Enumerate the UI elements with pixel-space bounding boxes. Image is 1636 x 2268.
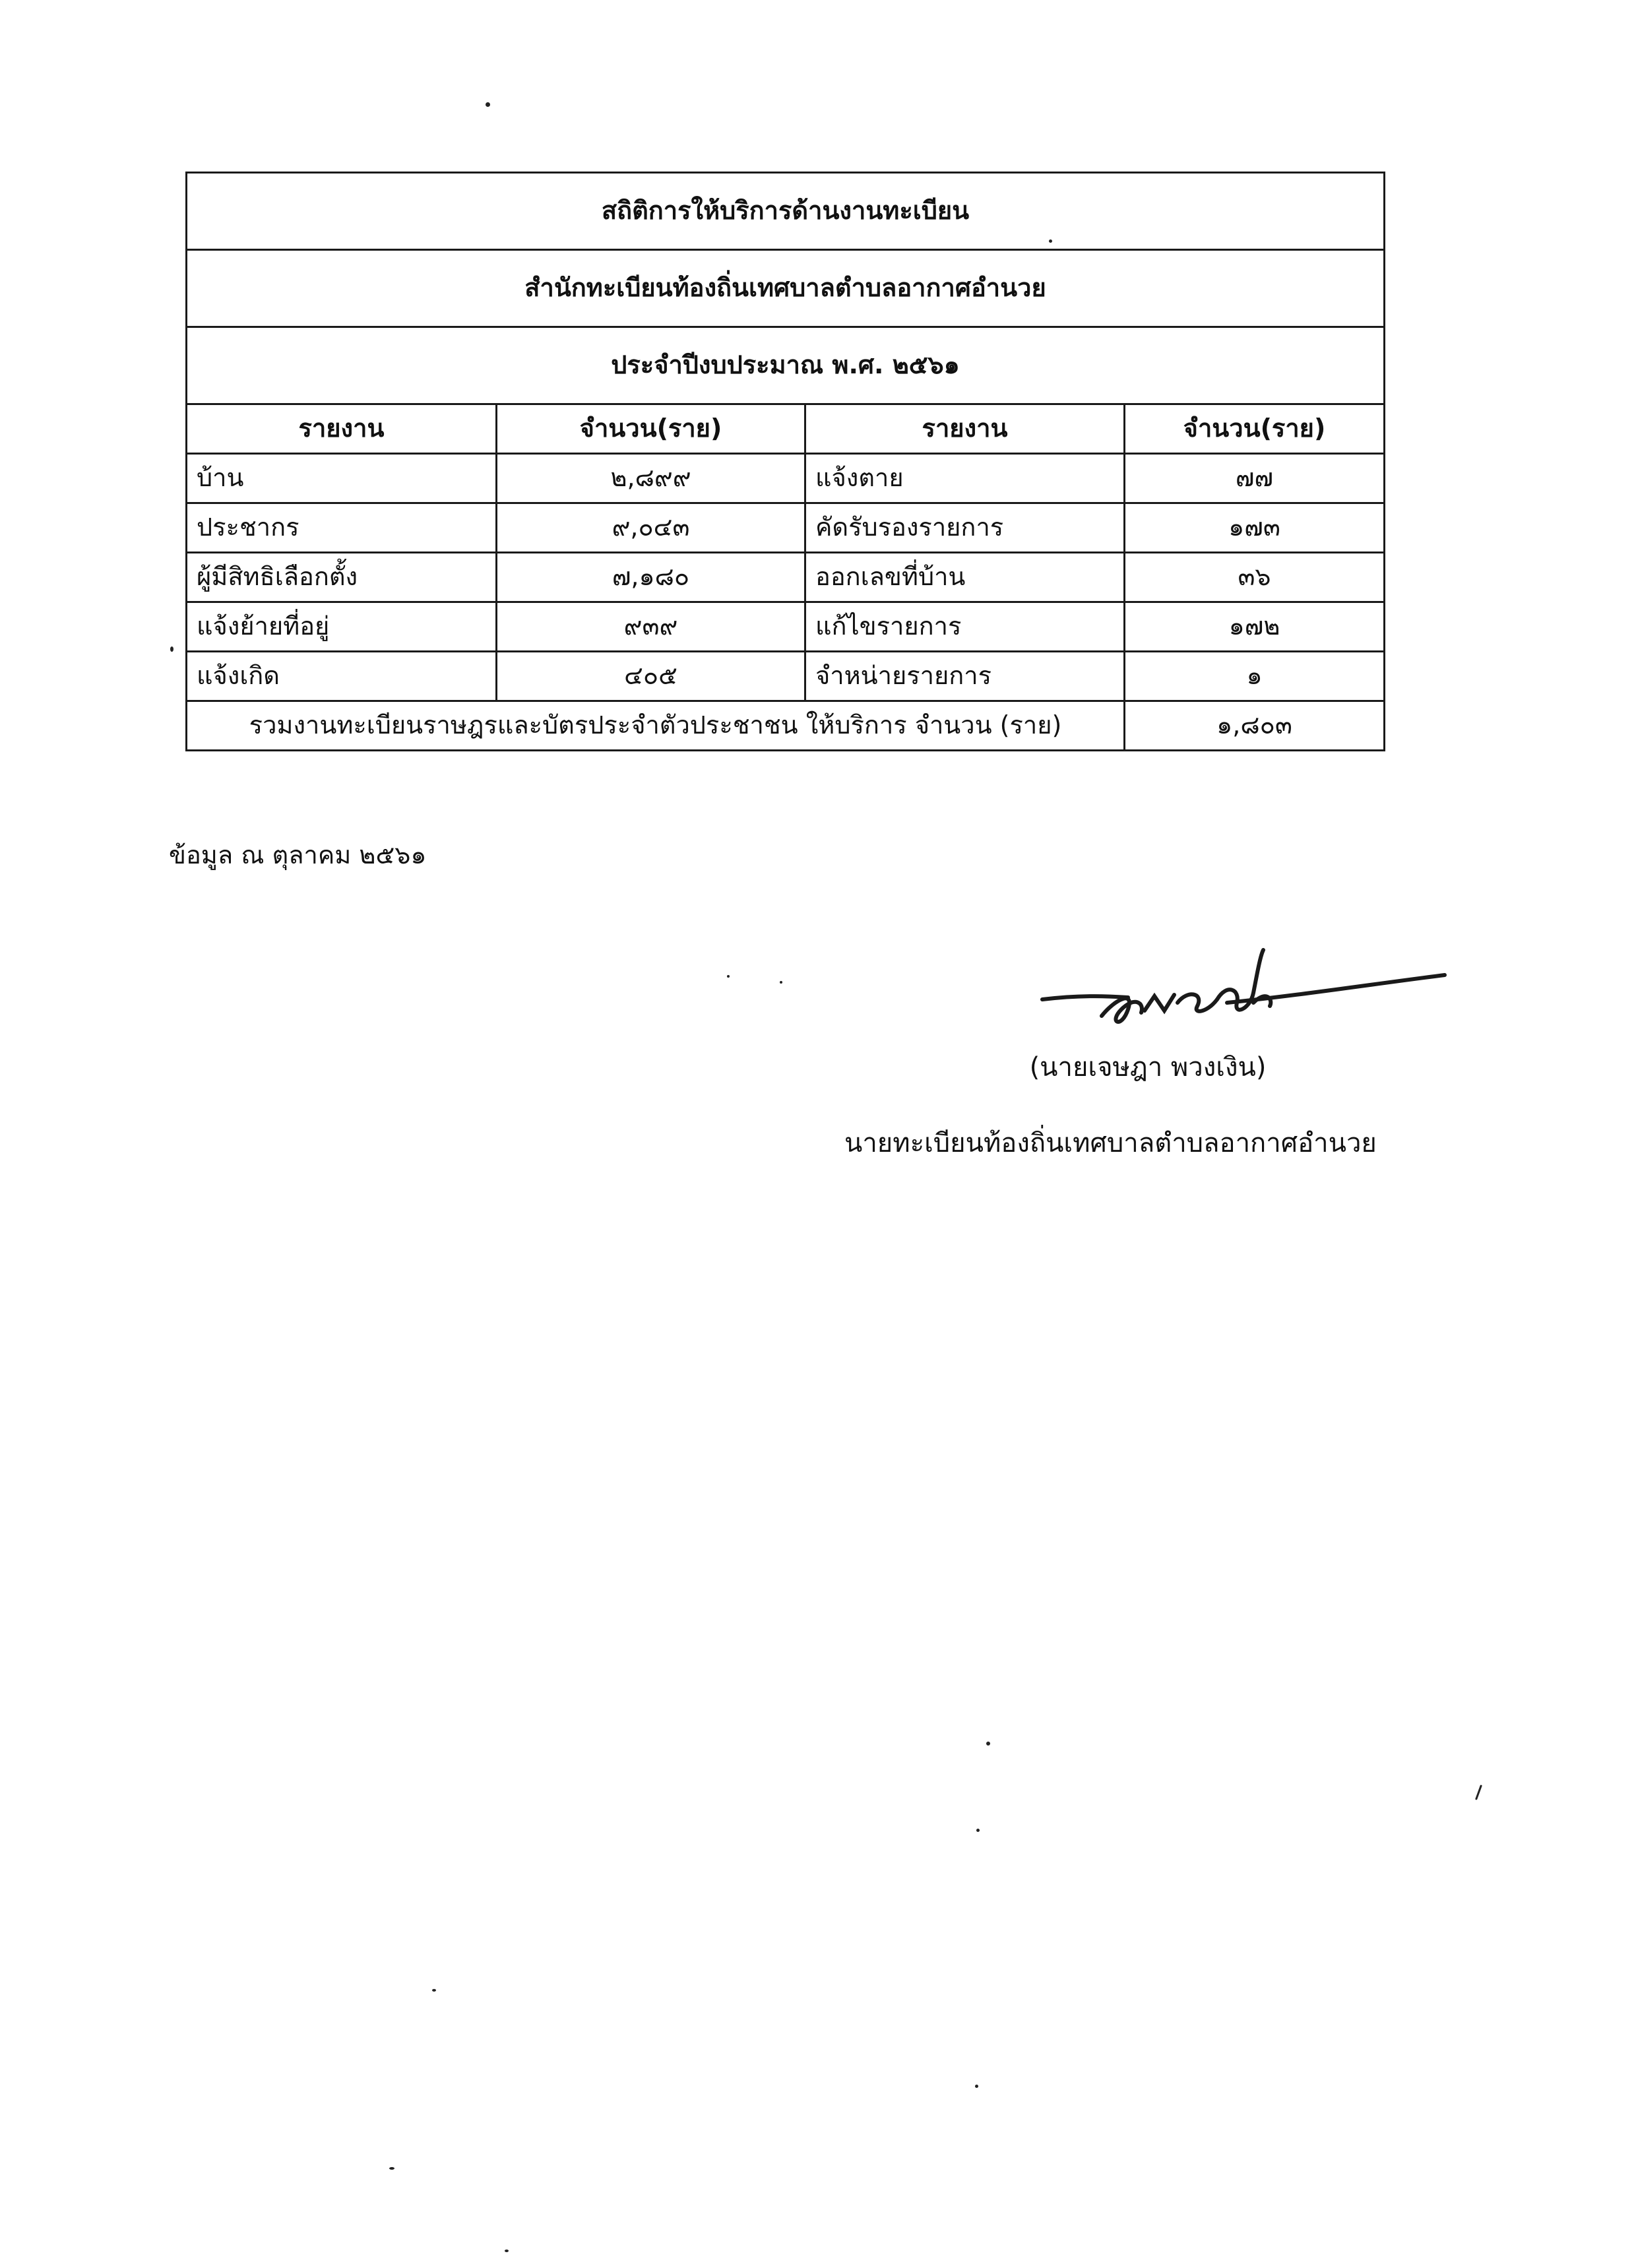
row-label-right: แก้ไขรายการ <box>805 602 1125 652</box>
row-value-right: ๗๗ <box>1125 454 1385 503</box>
registration-statistics-table <box>185 172 1385 751</box>
scan-speck <box>389 2167 394 2170</box>
row-value-left: ๔๐๕ <box>497 652 805 701</box>
scan-speck <box>1475 1784 1482 1800</box>
table-office: สำนักทะเบียนท้องถิ่นเทศบาลตำบลอากาศอำนวย <box>187 250 1385 327</box>
row-value-right: ๓๖ <box>1125 553 1385 602</box>
total-label: รวมงานทะเบียนราษฎรและบัตรประจำตัวประชาชน ให้บริการ จำนวน (ราย) <box>187 701 1125 751</box>
row-label-right: คัดรับรองรายการ <box>805 503 1125 553</box>
row-value-right: ๑๗๒ <box>1125 602 1385 652</box>
scan-speck <box>432 1989 436 1992</box>
column-header-report-right: รายงาน <box>805 404 1125 454</box>
table-row <box>187 553 1385 602</box>
row-label-left: แจ้งย้ายที่อยู่ <box>187 602 497 652</box>
row-value-left: ๒,๘๙๙ <box>497 454 805 503</box>
signer-position: นายทะเบียนท้องถิ่นเทศบาลตำบลอากาศอำนวย <box>844 1128 1377 1158</box>
row-label-left: บ้าน <box>187 454 497 503</box>
row-label-right: ออกเลขที่บ้าน <box>805 553 1125 602</box>
row-value-right: ๑๗๓ <box>1125 503 1385 553</box>
signer-name: (นายเจษฎา พวงเงิน) <box>1029 1052 1267 1083</box>
data-as-of-date: ข้อมูล ณ ตุลาคม ๒๕๖๑ <box>169 840 427 869</box>
row-value-left: ๙๓๙ <box>497 602 805 652</box>
scan-speck <box>1049 239 1052 243</box>
total-row <box>187 701 1385 751</box>
row-label-left: แจ้งเกิด <box>187 652 497 701</box>
scan-speck <box>486 102 490 107</box>
row-label-left: ประชากร <box>187 503 497 553</box>
table-title: สถิติการให้บริการด้านงานทะเบียน <box>187 173 1385 250</box>
row-value-right: ๑ <box>1125 652 1385 701</box>
table-fiscal-year: ประจำปีงบประมาณ พ.ศ. ๒๕๖๑ <box>187 327 1385 404</box>
table-row <box>187 602 1385 652</box>
row-value-left: ๙,๐๔๓ <box>497 503 805 553</box>
row-label-right: แจ้งตาย <box>805 454 1125 503</box>
scan-speck <box>975 2085 978 2088</box>
handwritten-signature <box>1029 937 1451 1036</box>
table-row <box>187 652 1385 701</box>
scan-speck <box>976 1829 980 1832</box>
column-header-count-left: จำนวน(ราย) <box>497 404 805 454</box>
table-row <box>187 503 1385 553</box>
column-header-count-right: จำนวน(ราย) <box>1125 404 1385 454</box>
scan-speck <box>170 646 173 652</box>
column-header-report-left: รายงาน <box>187 404 497 454</box>
scan-speck <box>986 1742 990 1746</box>
scan-speck <box>780 981 782 984</box>
row-label-left: ผู้มีสิทธิเลือกตั้ง <box>187 553 497 602</box>
scan-speck <box>505 2250 509 2252</box>
row-label-right: จำหน่ายรายการ <box>805 652 1125 701</box>
total-value: ๑,๘๐๓ <box>1125 701 1385 751</box>
scan-speck <box>727 975 730 978</box>
row-value-left: ๗,๑๘๐ <box>497 553 805 602</box>
table-row <box>187 454 1385 503</box>
